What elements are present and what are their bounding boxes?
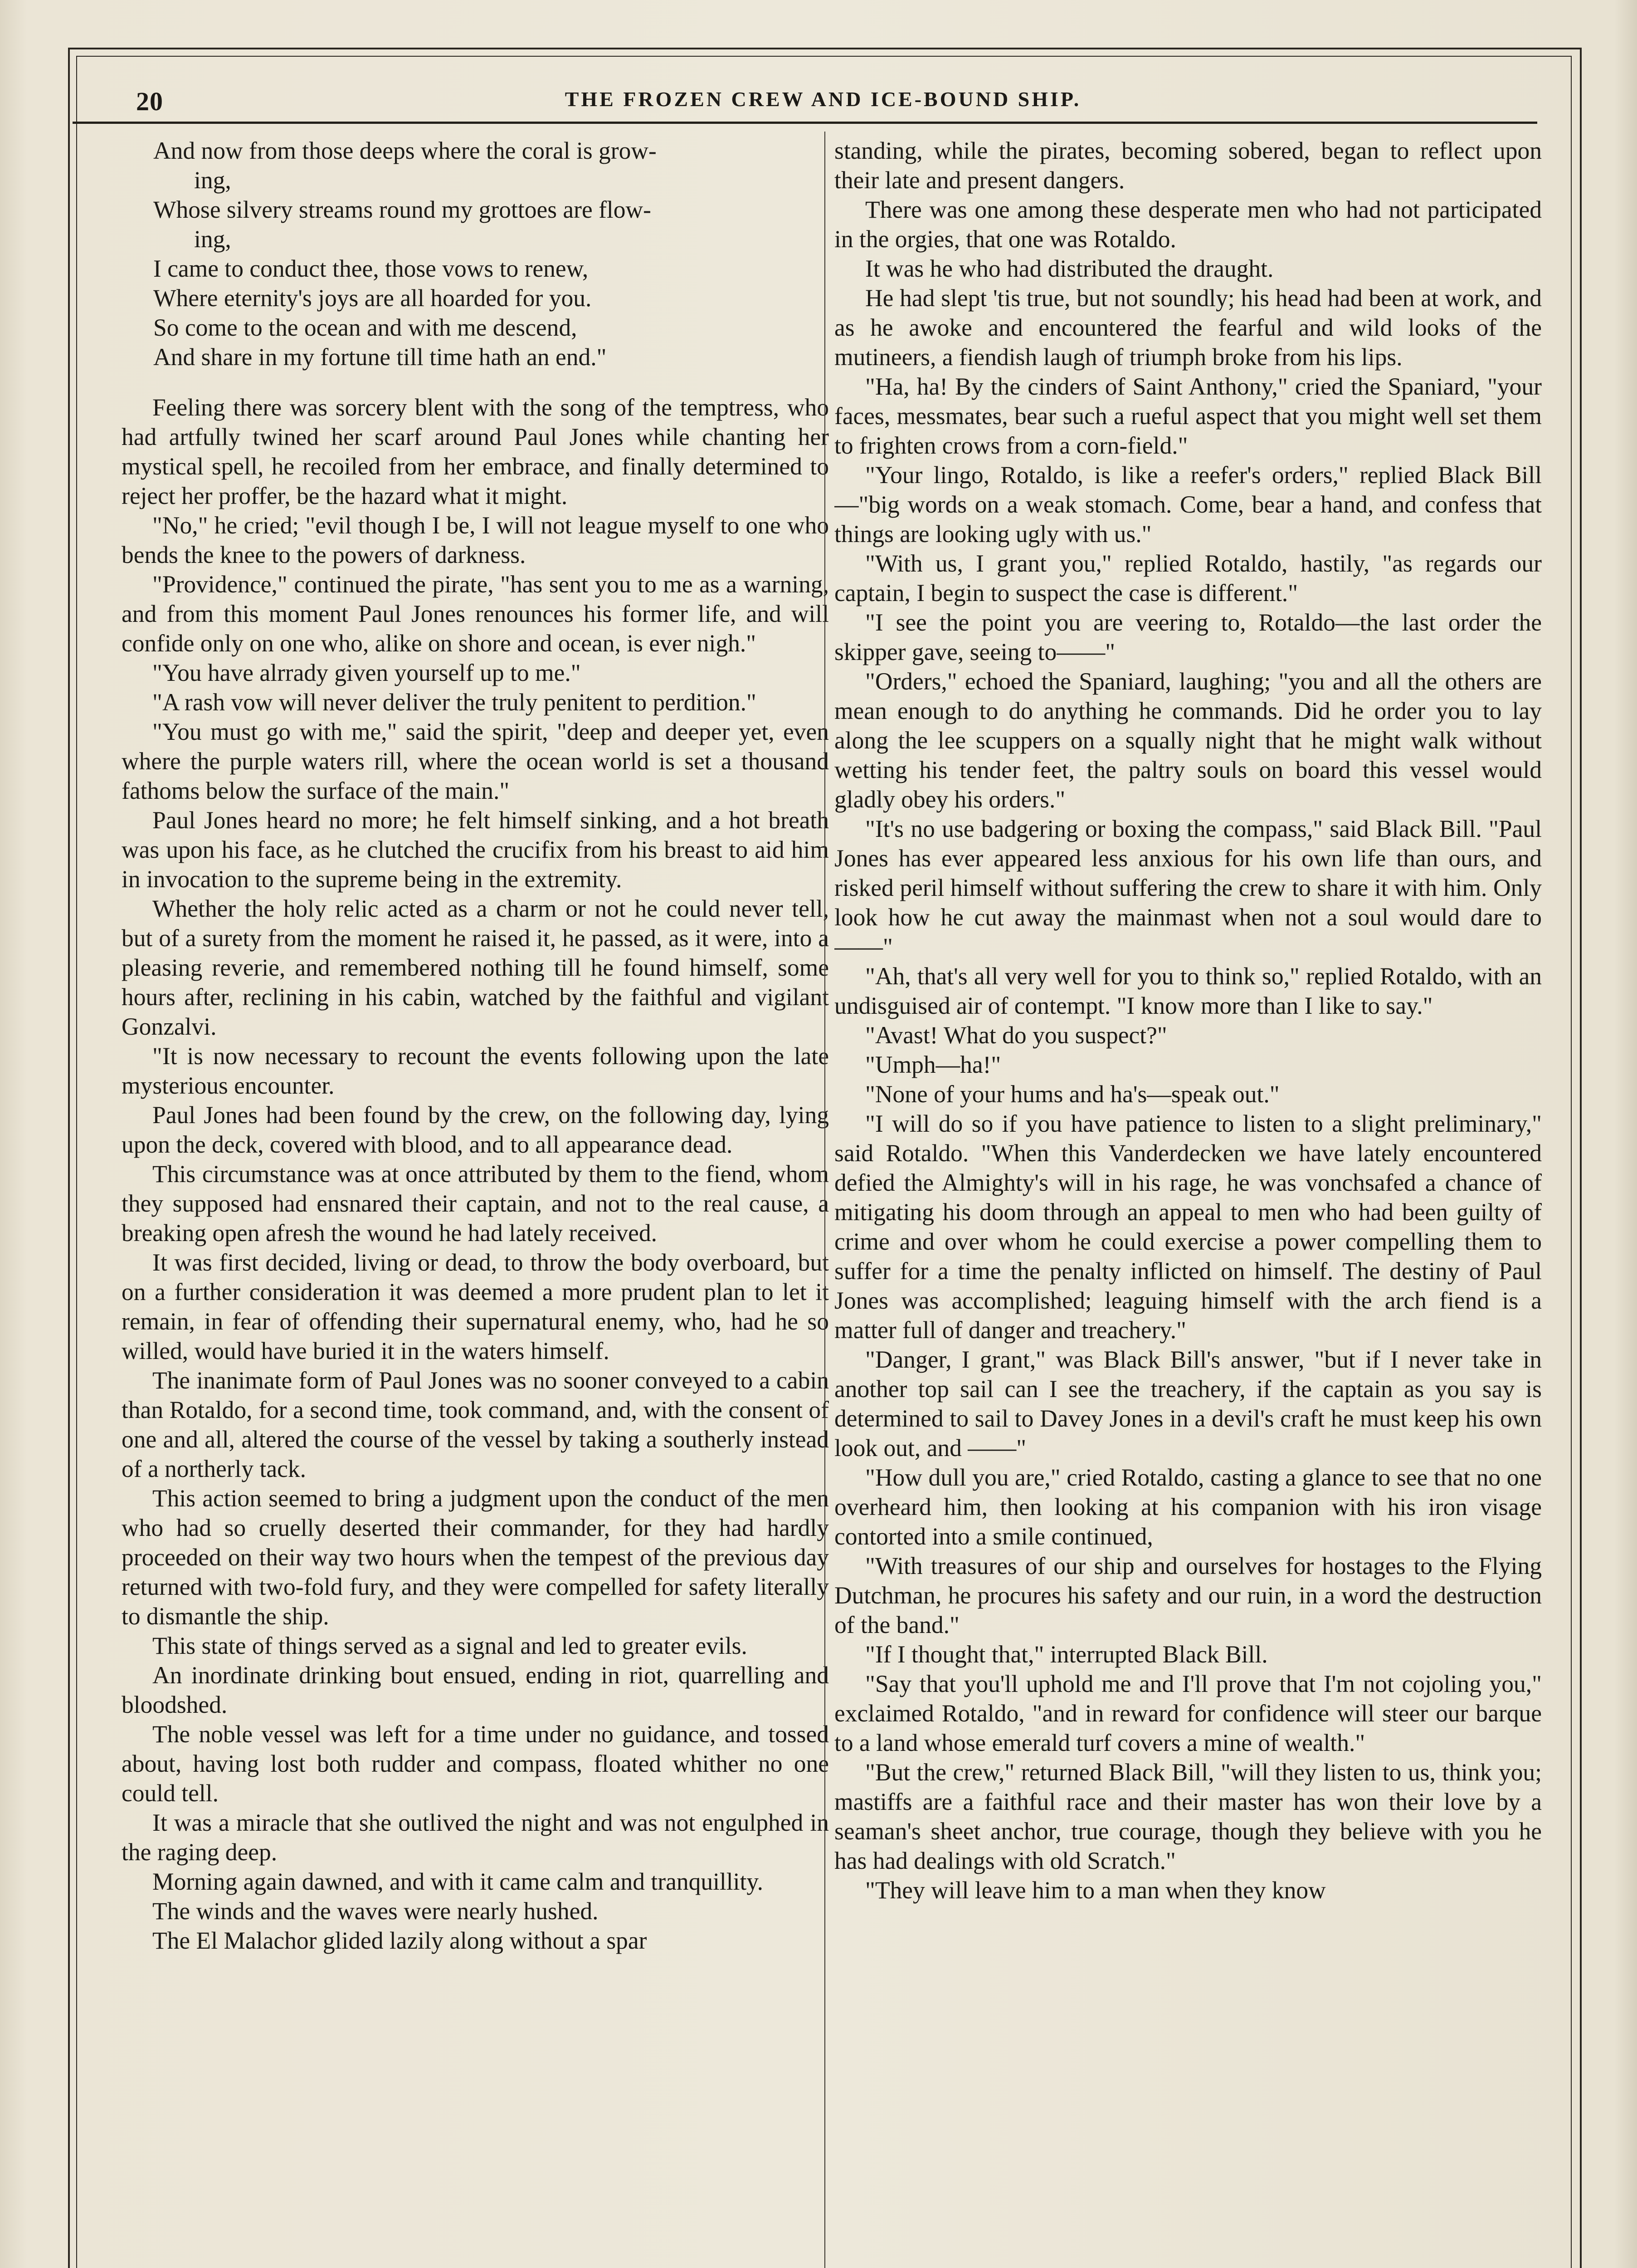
paragraph: "Avast! What do you suspect?" — [865, 1022, 1167, 1049]
paragraph: "With us, I grant you," replied Rotaldo, hastily, "as regards our captain, I begin to suspect the case is different." — [834, 550, 1542, 606]
paragraph: This action seemed to bring a judgment upon the conduct of the men who had so cruelly deserted their commander, for they had hardly proceeded on their way two hours when the tempest of the previous day returned with two-fold fury, and they were compelled for safety literally to dismantle the ship. — [122, 1485, 829, 1630]
paragraph: The noble vessel was left for a time under no guidance, and tossed about, having lost both rudder and compass, floated whither no one could tell. — [122, 1721, 829, 1807]
poem-line: Whose silvery streams round my grottoes are flow- — [153, 196, 651, 223]
left-column-body — [122, 393, 829, 1955]
paragraph: Paul Jones heard no more; he felt himself sinking, and a hot breath was upon his face, as he clutched the crucifix from his breast to aid him in invocation to the supreme being in the extremity. — [122, 807, 829, 893]
paragraph: Morning again dawned, and with it came calm and tranquillity. — [152, 1868, 764, 1895]
column-divider — [824, 132, 825, 2268]
paragraph: "Danger, I grant," was Black Bill's answer, "but if I never take in another top sail can I see the treachery, if the captain as you say is determined to sail to Davey Jones in a devil's craft he must keep his own look out, and ——" — [834, 1346, 1542, 1461]
paragraph: Whether the holy relic acted as a charm or not he could never tell, but of a surety from the moment he raised it, he passed, as it were, into a pleasing reverie, and remembered nothing till he found himself, some hours after, reclining in his cabin, watched by the faithful and vigilant Gonzalvi. — [122, 895, 829, 1040]
right-column — [834, 136, 1542, 2268]
paragraph: It was he who had distributed the draught. — [865, 255, 1274, 282]
paragraph: "It's no use badgering or boxing the compass," said Black Bill. "Paul Jones has ever appeared less anxious for his own life than ours, and risked peril himself without suffering the crew to share it with him. Only look how he cut away the mainmast when not a soul would dare to ——" — [834, 815, 1542, 960]
page-number: 20 — [136, 87, 163, 116]
right-column-body — [834, 195, 1542, 1905]
paragraph: It was first decided, living or dead, to throw the body overboard, but on a further consideration it was deemed a more prudent plan to let it remain, in fear of offending their supernatural enemy, who, had he so willed, would have buried it in the waters himself. — [122, 1249, 829, 1364]
paragraph: The El Malachor glided lazily along without a spar — [152, 1927, 647, 1954]
page-header — [109, 77, 1537, 118]
paragraph: Feeling there was sorcery blent with the song of the temptress, who had artfully twined her scarf around Paul Jones while chanting her mystical spell, he recoiled from her embrace, and finally determined to reject her proffer, be the hazard what it might. — [122, 394, 829, 509]
poem-line: And share in my fortune till time hath an end." — [153, 343, 607, 371]
paragraph: "Orders," echoed the Spaniard, laughing; "you and all the others are mean enough to do anything he commands. Did he order you to lay along the lee scuppers on a squally night that he might walk without wetting his tender feet, the paltry souls on board this vessel would gladly obey his orders." — [834, 668, 1542, 813]
paragraph: "Ha, ha! By the cinders of Saint Anthony," cried the Spaniard, "your faces, messmates, bear such a rueful aspect that you might well set them to frighten crows from a corn-field." — [834, 373, 1542, 459]
paragraph: "Ah, that's all very well for you to think so," replied Rotaldo, with an undisguised air of contempt. "I know more than I like to say." — [834, 963, 1542, 1019]
header-rule — [73, 122, 1537, 124]
paragraph: "How dull you are," cried Rotaldo, casting a glance to see that no one overheard him, then looking at his companion with his iron visage contorted into a smile continued, — [834, 1464, 1542, 1550]
paragraph: "But the crew," returned Black Bill, "will they listen to us, think you; mastiffs are a faithful race and their master has won their love by a seaman's sheet anchor, true courage, though they believe with you he has had dealings with old Scratch." — [834, 1759, 1542, 1874]
paragraph: "None of your hums and ha's—speak out." — [865, 1080, 1280, 1108]
poem-line: So come to the ocean and with me descend, — [153, 314, 577, 341]
paragraph: Paul Jones had been found by the crew, on the following day, lying upon the deck, covered with blood, and to all appearance dead. — [122, 1101, 829, 1158]
poem-line: Where eternity's joys are all hoarded for you. — [153, 284, 592, 312]
running-head: THE FROZEN CREW AND ICE-BOUND SHIP. — [565, 88, 1082, 111]
paragraph: "Say that you'll uphold me and I'll prove that I'm not cojoling you," exclaimed Rotaldo, "and in reward for confidence will steer our barque to a land whose emerald turf covers a mine of wealth." — [834, 1670, 1542, 1756]
paragraph: "Umph—ha!" — [865, 1051, 1001, 1078]
paragraph: "I see the point you are veering to, Rotaldo—the last order the skipper gave, seeing to——" — [834, 609, 1542, 665]
paragraph: "Providence," continued the pirate, "has sent you to me as a warning, and from this moment Paul Jones renounces his former life, and will confide only on one who, alike on shore and ocean, is ever nigh." — [122, 571, 829, 657]
paragraph: This circumstance was at once attributed by them to the fiend, whom they supposed had ensnared their captain, and not to the real cause, a breaking open afresh the wound he had lately received. — [122, 1160, 829, 1246]
poem-line: I came to conduct thee, those vows to renew, — [153, 255, 589, 282]
paragraph: "A rash vow will never deliver the truly penitent to perdition." — [152, 689, 756, 716]
paragraph: "With treasures of our ship and ourselves for hostages to the Flying Dutchman, he procures his safety and our ruin, in a word the destruction of the band." — [834, 1552, 1542, 1638]
paragraph: "You have alrrady given yourself up to me." — [152, 659, 581, 686]
paragraph: There was one among these desperate men who had not participated in the orgies, that one was Rotaldo. — [834, 196, 1542, 253]
paragraph: The winds and the waves were nearly hushed. — [152, 1897, 599, 1925]
left-column — [122, 136, 829, 2268]
continued-paragraph: standing, while the pirates, becoming sobered, began to reflect upon their late and present dangers. — [834, 137, 1542, 194]
paragraph: "I will do so if you have patience to listen to a slight preliminary," said Rotaldo. "When this Vanderdecken we have lately encountered defied the Almighty's will in his rage, he was vonchsafed a chance of mitigating his doom through an appeal to men who had been guilty of crime and over whom he could exercise a power compelling them to suffer for a time the penalty inflicted on himself. The destiny of Paul Jones was accomplished; leaguing himself with the arch fiend is a matter full of danger and treachery." — [834, 1110, 1542, 1344]
paragraph: "You must go with me," said the spirit, "deep and deeper yet, even where the purple waters rill, where the ocean world is set a thousand fathoms below the surface of the main." — [122, 718, 829, 804]
paragraph: He had slept 'tis true, but not soundly; his head had been at work, and as he awoke and encountered the fearful and wild looks of the mutineers, a fiendish laugh of triumph broke from his lips. — [834, 284, 1542, 371]
paragraph: "They will leave him to a man when they know — [865, 1877, 1326, 1904]
poem-stanza — [153, 136, 829, 372]
poem-line: ing, — [194, 225, 231, 253]
paragraph: "Your lingo, Rotaldo, is like a reefer's orders," replied Black Bill—"big words on a weak stomach. Come, bear a hand, and confess that things are looking ugly with us." — [834, 461, 1542, 547]
paragraph: It was a miracle that she outlived the night and was not engulphed in the raging deep. — [122, 1809, 829, 1866]
paragraph: "It is now necessary to recount the events following upon the late mysterious encounter. — [122, 1042, 829, 1099]
poem-line: ing, — [194, 166, 231, 194]
poem-line: And now from those deeps where the coral is grow- — [153, 137, 657, 164]
paragraph: The inanimate form of Paul Jones was no sooner conveyed to a cabin than Rotaldo, for a second time, took command, and, with the consent of one and all, altered the course of the vessel by taking a southerly instead of a northerly tack. — [122, 1367, 829, 1482]
paragraph: "No," he cried; "evil though I be, I will not league myself to one who bends the knee to the powers of darkness. — [122, 512, 829, 568]
paragraph: This state of things served as a signal and led to greater evils. — [152, 1632, 747, 1659]
paragraph: "If I thought that," interrupted Black Bill. — [865, 1641, 1268, 1668]
paragraph: An inordinate drinking bout ensued, ending in riot, quarrelling and bloodshed. — [122, 1662, 829, 1718]
